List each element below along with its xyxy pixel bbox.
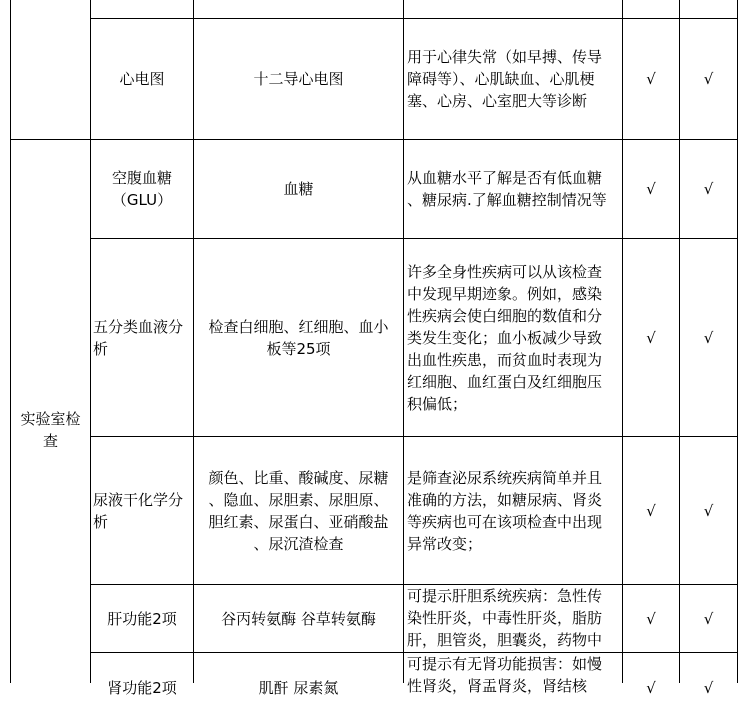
content-cell: 谷丙转氨酶 谷草转氨酶: [221, 609, 376, 628]
item-cell: 尿液干化学分 析: [93, 490, 184, 531]
grid-line-v-content: [403, 0, 404, 683]
item-cell: 肾功能2项: [107, 679, 177, 697]
item-cell: 肝功能2项: [107, 609, 177, 628]
desc-cell: 许多全身性疾病可以从该检查 中发现早期迹象。例如，感染 性疾病会使白细胞的数值和分 类发生变化；血小板减少导致 出血性疾患，而贫血时表现为 红细胞、血红蛋白及红细胞压 积偏低；: [407, 262, 603, 413]
check-mark: √: [646, 180, 656, 198]
check-mark: √: [703, 679, 714, 697]
content-cell: 血糖: [283, 180, 314, 198]
check-mark: √: [646, 328, 656, 347]
check-mark: √: [703, 609, 714, 628]
content-cell: 颜色、比重、酸碱度、尿糖 、隐血、尿胆素、尿胆原、 胆红素、尿蛋白、亚硝酸盐 、尿沉渣检查: [208, 468, 389, 553]
content-cell: 检查白细胞、红细胞、血小 板等25项: [208, 317, 389, 358]
check-mark: √: [646, 501, 656, 520]
item-cell: 心电图: [119, 70, 165, 88]
item-cell: 五分类血液分 析: [93, 317, 184, 358]
check-mark: √: [646, 70, 656, 88]
check-mark: √: [703, 70, 714, 88]
item-cell: 空腹血糖 （GLU）: [111, 169, 173, 209]
desc-cell: 可提示有无肾功能损害：如慢 性肾炎，肾盂肾炎，肾结核: [407, 655, 603, 695]
grid-line-v-right: [737, 0, 738, 683]
desc-cell: 从血糖水平了解是否有低血糖 、糖尿病.了解血糖控制情况等: [407, 169, 607, 209]
check-mark: √: [646, 679, 656, 697]
content-cell: 十二导心电图: [253, 70, 344, 88]
check-mark: √: [703, 180, 714, 198]
check-mark: √: [703, 328, 714, 347]
category-label: 实验室检 查: [20, 409, 81, 450]
check-mark: √: [646, 609, 656, 628]
content-cell: 肌酐 尿素氮: [258, 679, 339, 697]
desc-cell: 是筛查泌尿系统疾病简单并且 准确的方法，如糖尿病、肾炎 等疾病也可在该项检查中出现 异常改变；: [407, 468, 603, 553]
category-cell: [11, 140, 90, 683]
desc-cell: 可提示肝胆系统疾病：急性传 染性肝炎，中毒性肝炎，脂肪 肝，胆管炎，胆囊炎，药物中: [407, 587, 603, 649]
desc-cell: 用于心律失常（如早搏、传导 障碍等）、心肌缺血、心肌梗 塞、心房、心室肥大等诊断: [407, 48, 603, 110]
check-mark: √: [703, 501, 714, 520]
